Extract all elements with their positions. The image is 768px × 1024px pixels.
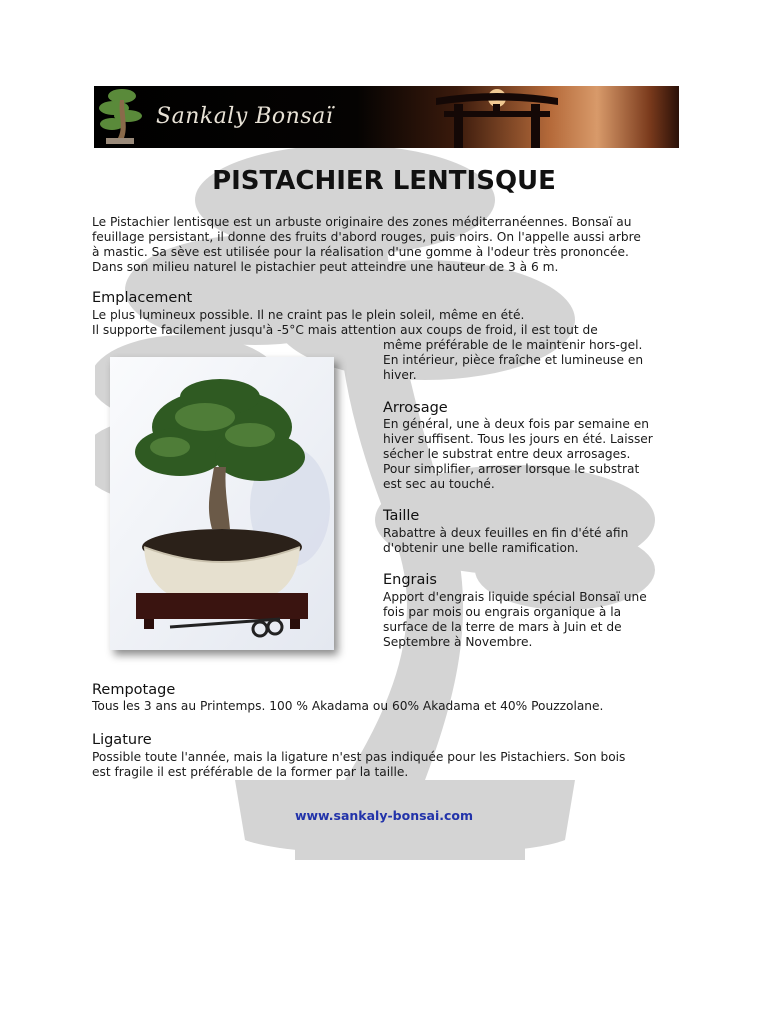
taille-line: d'obtenir une belle ramification. bbox=[383, 541, 579, 555]
taille-line: Rabattre à deux feuilles en fin d'été afin bbox=[383, 526, 629, 540]
bonsai-photo bbox=[110, 357, 334, 650]
ligature-line: est fragile il est préférable de la former par la taille. bbox=[92, 765, 409, 779]
engrais-line: Septembre à Novembre. bbox=[383, 635, 533, 649]
arrosage-line: Pour simplifier, arroser lorsque le substrat bbox=[383, 462, 640, 476]
rempotage-line: Tous les 3 ans au Printemps. 100 % Akadama ou 60% Akadama et 40% Pouzzolane. bbox=[92, 699, 604, 713]
engrais-line: surface de la terre de mars à Juin et de bbox=[383, 620, 622, 634]
section-heading-ligature: Ligature bbox=[92, 732, 152, 748]
section-heading-taille: Taille bbox=[383, 508, 420, 524]
header-banner bbox=[94, 86, 679, 148]
ligature-line: Possible toute l'année, mais la ligature n'est pas indiquée pour les Pistachiers. Son bois bbox=[92, 750, 626, 764]
page-title: PISTACHIER LENTISQUE bbox=[212, 166, 556, 196]
emplacement-line: Le plus lumineux possible. Il ne craint pas le plein soleil, même en été. bbox=[92, 308, 525, 322]
section-heading-emplacement: Emplacement bbox=[92, 290, 193, 306]
intro-line: feuillage persistant, il donne des fruits d'abord rouges, puis noirs. On l'appelle aussi arbre bbox=[92, 230, 641, 244]
intro-line: à mastic. Sa sève est utilisée pour la réalisation d'une gomme à l'odeur très prononcée. bbox=[92, 245, 629, 259]
section-heading-rempotage: Rempotage bbox=[92, 682, 176, 698]
section-heading-arrosage: Arrosage bbox=[383, 400, 448, 416]
emplacement-line: En intérieur, pièce fraîche et lumineuse en bbox=[383, 353, 644, 367]
emplacement-line: même préférable de le maintenir hors-gel. bbox=[383, 338, 643, 352]
arrosage-line: est sec au touché. bbox=[383, 477, 495, 491]
torii-gate-icon bbox=[432, 86, 562, 148]
brand-name: Sankaly Bonsaï bbox=[156, 104, 334, 129]
engrais-line: Apport d'engrais liquide spécial Bonsaï une bbox=[383, 590, 647, 604]
emplacement-line: Il supporte facilement jusqu'à -5°C mais attention aux coups de froid, il est tout de bbox=[92, 323, 598, 337]
intro-line: Dans son milieu naturel le pistachier peut atteindre une hauteur de 3 à 6 m. bbox=[92, 260, 559, 274]
emplacement-line: hiver. bbox=[383, 368, 417, 382]
website-link[interactable]: www.sankaly-bonsai.com bbox=[294, 808, 474, 823]
engrais-line: fois par mois ou engrais organique à la bbox=[383, 605, 622, 619]
bonsai-logo-icon bbox=[96, 86, 146, 148]
arrosage-line: hiver suffisent. Tous les jours en été. Laisser bbox=[383, 432, 653, 446]
pistachier-bonsai-illustration bbox=[110, 357, 334, 650]
arrosage-line: sécher le substrat entre deux arrosages. bbox=[383, 447, 631, 461]
arrosage-line: En général, une à deux fois par semaine en bbox=[383, 417, 649, 431]
intro-line: Le Pistachier lentisque est un arbuste originaire des zones méditerranéennes. Bonsaï au bbox=[92, 215, 632, 229]
section-heading-engrais: Engrais bbox=[383, 572, 437, 588]
